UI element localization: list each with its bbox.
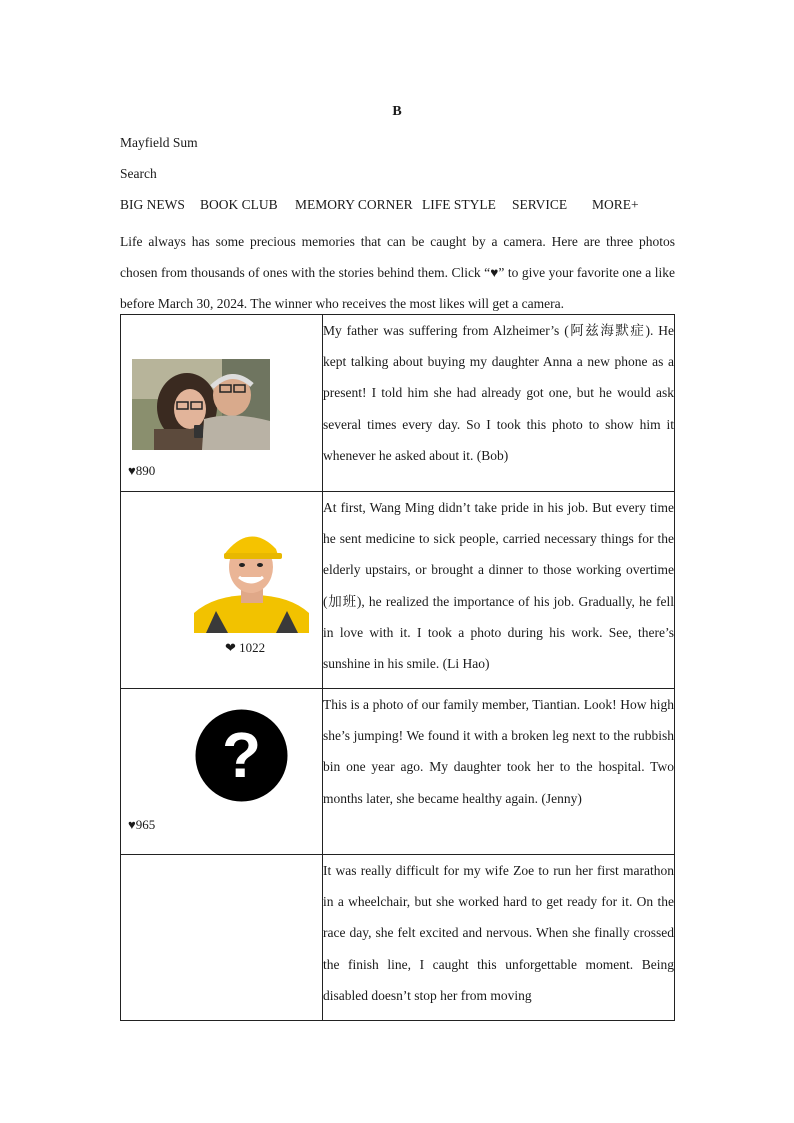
photo-cell [121, 689, 323, 855]
photo-cell [121, 492, 323, 689]
story-text: My father was suffering from Alzheimer’s (阿兹海默症). He kept talking about buying my daughter Anna a new phone as a present! I told him she had already got one, but he would ask several times every day. So I took this photo to show him it whenever he asked about it. (Bob) [323, 323, 674, 463]
nav-item-big-news[interactable]: BIG NEWS [120, 197, 185, 212]
nav-item-book-club[interactable]: BOOK CLUB [200, 197, 278, 212]
photo-delivery-worker [194, 525, 309, 633]
table-row [121, 689, 675, 855]
story-cell [323, 689, 675, 855]
table-row [121, 492, 675, 689]
like-count[interactable]: ❤ 1022 [225, 640, 266, 655]
table-row [121, 855, 675, 1021]
table-row [121, 315, 675, 492]
site-name: Mayfield Sum [120, 135, 198, 150]
search-link[interactable]: Search [120, 166, 157, 181]
story-cell [323, 492, 675, 689]
like-count[interactable]: ♥890 [128, 463, 156, 478]
question-mark-glyph: ? [221, 719, 262, 791]
photo-cell [121, 855, 323, 1021]
story-cell [323, 855, 675, 1021]
photo-grandfather-granddaughter [132, 359, 270, 450]
nav-item-service[interactable]: SERVICE [512, 197, 568, 212]
like-count[interactable]: ♥965 [128, 817, 156, 832]
nav-item-more[interactable]: MORE+ [592, 197, 639, 212]
story-text: This is a photo of our family member, Tiantian. Look! How high she’s jumping! We found it with a broken leg next to the rubbish bin one year ago. My daughter took her to the hospital. Two months later, she became healthy again. (Jenny) [323, 697, 674, 806]
story-text: At first, Wang Ming didn’t take pride in his job. But every time he sent medicine to sick people, carried necessary things for the elderly upstairs, or brought a dinner to those working overtime (加班), he realized the importance of his job. Gradually, he fell in love with it. I took a photo during his work. See, there’s sunshine in his smile. (Li Hao) [323, 500, 674, 672]
section-heading: B [392, 104, 402, 119]
intro-paragraph: Life always has some precious memories that can be caught by a camera. Here are three photos chosen from thousands of ones with the stories behind them. Click “♥” to give your favorite one a like before March 30, 2024. The winner who receives the most likes will get a camera. [120, 234, 675, 311]
nav-item-memory-corner[interactable]: MEMORY CORNER [295, 197, 413, 212]
story-text: It was really difficult for my wife Zoe to run her first marathon in a wheelchair, but she worked hard to get ready for it. On the race day, she felt excited and nervous. When she finally crossed the finish line, I caught this unforgettable moment. Being disabled doesn’t stop her from moving [323, 863, 674, 1003]
story-cell [323, 315, 675, 492]
photo-cell [121, 315, 323, 492]
missing-image-icon [195, 709, 288, 802]
photo-entries-table [120, 314, 675, 1021]
nav-item-life-style[interactable]: LIFE STYLE [422, 197, 496, 212]
